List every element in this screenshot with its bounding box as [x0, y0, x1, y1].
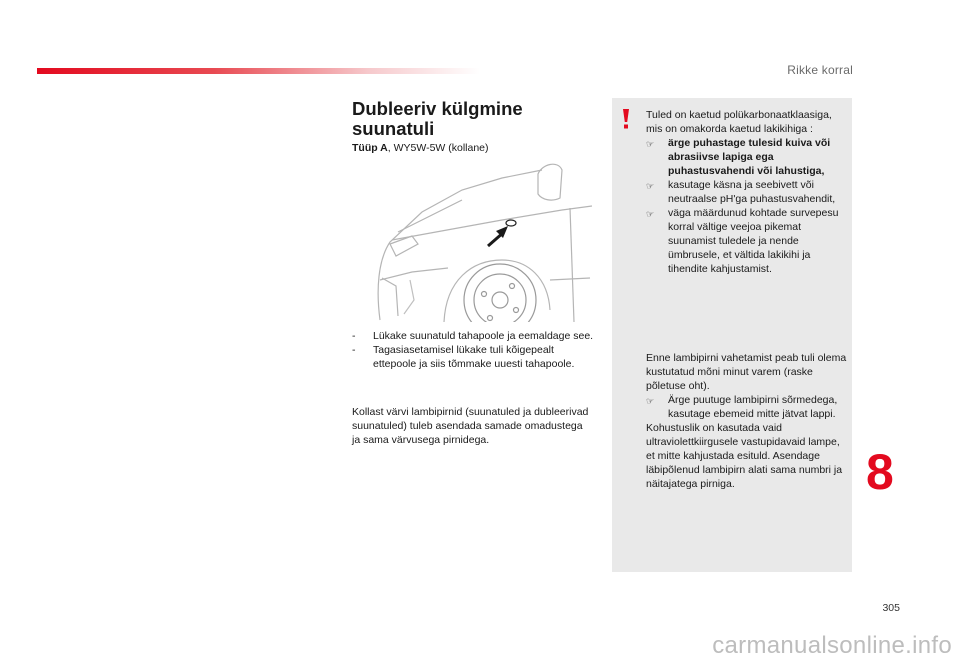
- warning-text: [646, 108, 848, 276]
- warning-bullet-text: ärge puhastage tulesid kuiva või abrasiivse lapiga ega puhastusvahendi või lahustiga,: [668, 137, 831, 177]
- arrow-right-bullet-icon: ☞: [646, 396, 655, 406]
- info-outro: Kohustuslik on kasutada vaid ultraviolettkiirgusele vastupidavaid lampe, et mitte kahjustada esituld. Asendage läbipõlenud lambipirn alati sama numbri ja näitajatega pirniga.: [646, 422, 843, 490]
- info-intro: Enne lambipirni vahetamist peab tuli olema kustutatud mõni minut varem (raske põletuse oht).: [646, 352, 847, 392]
- arrow-right-bullet-icon: ☞: [646, 209, 655, 219]
- bulb-type-label: Tüüp A: [352, 142, 388, 154]
- warning-bullet: [646, 136, 848, 178]
- header-accent-bar: [37, 68, 480, 74]
- step-dash: -: [352, 344, 356, 356]
- exclamation-icon: [620, 108, 632, 130]
- page-heading: Dubleeriv külgmine suunatuli: [352, 98, 523, 139]
- warning-bullet: [646, 206, 848, 276]
- step-dash: -: [352, 330, 356, 342]
- page-number: 305: [882, 602, 900, 614]
- arrow-right-bullet-icon: ☞: [646, 181, 655, 191]
- car-side-indicator-illustration: [352, 160, 592, 322]
- watermark: carmanualsonline.info: [712, 632, 952, 659]
- bulb-color-paragraph: Kollast värvi lambipirnid (suunatuled ja dubleerivad suunatuled) tuleb asendada samade omadustega ja sama värvusega pirnidega.: [352, 406, 589, 446]
- warning-bullet: [646, 178, 848, 206]
- step-item: [352, 329, 597, 343]
- bulb-type-line: [352, 142, 489, 154]
- section-title: Rikke korral: [787, 63, 853, 77]
- bulb-type-value: , WY5W-5W (kollane): [387, 142, 489, 154]
- chapter-number: 8: [866, 444, 894, 500]
- arrow-right-bullet-icon: ☞: [646, 139, 655, 149]
- info-bullet: [646, 393, 848, 421]
- warning-bullet-text: kasutage käsna ja seebivett või neutraalse pH'ga puhastusvahendit,: [668, 179, 836, 205]
- warning-bullet-text: väga määrdunud kohtade survepesu korral vältige veejoa pikemat suunamist tuledele ja nende ümbrusele, et vältida lakikihi ja tihendite kahjustamist.: [668, 207, 839, 275]
- removal-steps: [352, 329, 597, 371]
- step-item: [352, 343, 597, 371]
- info-text: [646, 351, 848, 491]
- warning-intro: Tuled on kaetud polükarbonaatklaasiga, mis on omakorda kaetud lakikihiga :: [646, 109, 832, 135]
- step-text: Tagasiasetamisel lükake tuli kõigepealt ettepoole ja siis tõmmake uuesti tahapoole.: [373, 344, 575, 370]
- info-bullet-text: Ärge puutuge lambipirni sõrmedega, kasutage ebemeid mitte jätvat lappi.: [668, 394, 838, 420]
- step-text: Lükake suunatuld tahapoole ja eemaldage see.: [373, 330, 594, 342]
